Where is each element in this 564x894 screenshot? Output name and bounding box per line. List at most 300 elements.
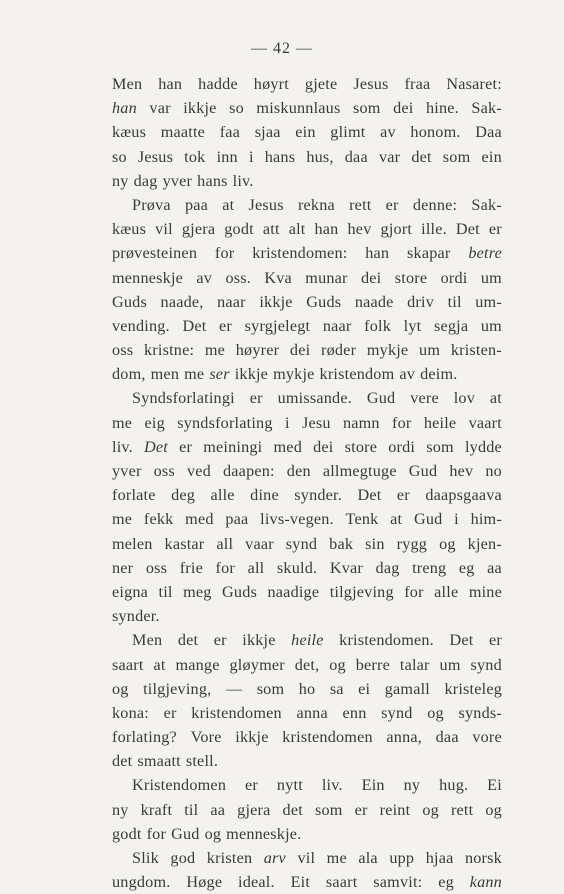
- word: me: [204, 341, 226, 360]
- word: kristeleg: [444, 679, 502, 698]
- word: synd: [381, 703, 413, 722]
- word: hans: [264, 147, 296, 166]
- word: var: [149, 99, 171, 118]
- word: umissande.: [277, 389, 352, 408]
- word: dag: [375, 558, 400, 577]
- word: naade,: [160, 292, 204, 311]
- word: som: [256, 679, 285, 698]
- word: store: [394, 268, 428, 287]
- word: tilgjeving,: [143, 679, 212, 698]
- word: so: [112, 147, 127, 166]
- word: att: [262, 220, 280, 239]
- word: er: [488, 220, 502, 239]
- word: at: [153, 655, 166, 674]
- text-line: [112, 773, 502, 797]
- word: faa: [219, 123, 241, 142]
- word: det: [282, 800, 303, 819]
- word: naade: [354, 292, 394, 311]
- word: Vore: [190, 728, 222, 747]
- word: paa: [225, 510, 249, 529]
- word: honom.: [410, 123, 461, 142]
- word: no: [485, 462, 502, 480]
- word: gjera: [181, 220, 216, 239]
- word: Ei: [487, 776, 502, 795]
- text-line: [112, 459, 502, 483]
- word: berre: [355, 655, 390, 674]
- word: norsk: [464, 849, 502, 867]
- word: Sak-: [471, 99, 502, 118]
- word: syndsforlating: [177, 413, 273, 432]
- word: Jesus: [248, 195, 284, 214]
- word: ideal.: [238, 873, 275, 892]
- word: til: [158, 582, 173, 601]
- word: meiningi: [203, 437, 263, 456]
- word: menneskje.: [226, 824, 302, 843]
- word: ikkje: [183, 99, 217, 118]
- word: ved: [186, 462, 211, 480]
- word: som: [314, 800, 343, 819]
- text-line: [112, 217, 502, 241]
- word: er: [385, 195, 399, 214]
- word: det: [177, 631, 199, 650]
- word: deg: [171, 486, 196, 505]
- emphasized-word: ser: [209, 365, 230, 384]
- word: av: [196, 268, 213, 287]
- word: yver: [162, 171, 193, 190]
- word: tilgjeving: [329, 582, 394, 601]
- word: ordi: [440, 268, 468, 287]
- word: deim.: [420, 365, 458, 384]
- word: oss: [112, 341, 134, 360]
- word: Syndsforlatingi: [132, 389, 235, 408]
- word: til: [447, 292, 462, 311]
- word: av: [380, 123, 396, 142]
- word: kristne:: [144, 341, 195, 360]
- word: godt: [224, 220, 254, 239]
- word: ein: [481, 147, 502, 166]
- word: ho: [298, 679, 316, 698]
- word: eigna: [112, 582, 149, 601]
- word: segja: [433, 316, 469, 335]
- word: synds-: [458, 703, 502, 722]
- text-line: [112, 870, 502, 894]
- word: anna: [296, 703, 328, 722]
- word: Høge: [186, 873, 223, 892]
- word: prøvesteinen: [112, 244, 198, 263]
- word: kristendomen: [282, 728, 373, 747]
- word: denne:: [412, 195, 458, 214]
- word: og: [112, 679, 129, 698]
- word: rett: [349, 195, 372, 214]
- word: gjort: [380, 220, 413, 239]
- text-line: [112, 120, 502, 144]
- word: me: [184, 365, 205, 384]
- word: er: [219, 316, 233, 335]
- word: kæus: [112, 123, 147, 142]
- word: av: [399, 365, 416, 384]
- word: Men: [132, 631, 163, 650]
- word: alle: [434, 582, 459, 601]
- word: miskunnlaus: [256, 99, 341, 118]
- word: og: [439, 534, 456, 553]
- word: er: [179, 437, 193, 456]
- word: store: [344, 437, 378, 456]
- word: um: [439, 655, 461, 674]
- word: daapen:: [223, 462, 275, 480]
- word: namn: [342, 413, 380, 432]
- emphasized-word: betre: [468, 244, 502, 263]
- word: mine: [468, 582, 502, 601]
- word: kastar: [164, 534, 205, 553]
- word: driv: [407, 292, 435, 311]
- text-line: [112, 749, 502, 773]
- word: Jesus: [353, 75, 389, 93]
- word: som: [442, 147, 471, 166]
- text-line: [112, 386, 502, 410]
- word: eg: [458, 558, 475, 577]
- word: ordi: [388, 437, 416, 456]
- word: Gud: [408, 462, 438, 480]
- word: Det: [455, 220, 480, 239]
- text-line: [112, 556, 502, 580]
- word: Gud: [366, 389, 396, 408]
- word: kristendomen.: [339, 631, 434, 650]
- word: naar: [322, 316, 352, 335]
- word: synder.: [112, 607, 160, 626]
- word: all: [216, 534, 234, 553]
- word: inn: [216, 147, 238, 166]
- text-line: [112, 362, 502, 386]
- word: Men: [112, 75, 143, 93]
- word: gamall: [384, 679, 430, 698]
- body-text: [112, 72, 502, 894]
- word: Kristendomen: [132, 776, 227, 795]
- emphasized-word: Det: [144, 437, 168, 456]
- word: hus,: [306, 147, 334, 166]
- text-line: [112, 338, 502, 362]
- word: og: [422, 800, 439, 819]
- word: og: [427, 703, 444, 722]
- word: ille.: [421, 220, 447, 239]
- word: vil: [155, 220, 173, 239]
- word: reint: [379, 800, 411, 819]
- text-line: [112, 241, 502, 265]
- word: ner: [112, 558, 134, 577]
- word: ikkje: [242, 631, 276, 650]
- word: god: [170, 849, 196, 867]
- text-line: [112, 411, 502, 435]
- word: samvit:: [373, 873, 423, 892]
- word: Kva: [264, 268, 292, 287]
- word: Det: [182, 316, 207, 335]
- word: allmegtuge: [322, 462, 397, 480]
- word: den: [286, 462, 311, 480]
- word: Kvar: [329, 558, 363, 577]
- word: frie: [179, 558, 203, 577]
- text-line: [112, 507, 502, 531]
- word: rygg: [396, 534, 428, 553]
- word: som: [352, 99, 381, 118]
- word: for: [214, 244, 235, 263]
- word: fekk: [143, 510, 174, 529]
- word: Gud: [171, 824, 200, 843]
- word: mange: [175, 655, 220, 674]
- word: dag: [133, 171, 158, 190]
- word: me: [326, 849, 347, 867]
- word: Jesus: [137, 147, 174, 166]
- word: vere: [410, 389, 439, 408]
- word: all: [247, 558, 265, 577]
- word: ei: [358, 679, 371, 698]
- word: eg: [438, 873, 454, 892]
- word: Nasaret:: [446, 75, 502, 93]
- word: munar: [305, 268, 348, 287]
- word: i: [454, 510, 459, 529]
- word: at: [222, 195, 235, 214]
- word: um: [480, 268, 502, 287]
- word: mykje: [273, 365, 315, 384]
- word: kristen-: [450, 341, 502, 360]
- word: Guds: [306, 292, 342, 311]
- word: tok: [184, 147, 206, 166]
- word: saart: [112, 655, 144, 674]
- word: sin: [365, 534, 385, 553]
- text-line: [112, 72, 502, 96]
- text-line: [112, 725, 502, 749]
- emphasized-word: kann: [469, 873, 502, 892]
- word: forlate: [112, 486, 156, 505]
- word: hine.: [425, 99, 459, 118]
- word: ikkje: [235, 728, 269, 747]
- word: dei: [313, 437, 334, 456]
- word: dine: [250, 486, 279, 505]
- word: —: [225, 679, 243, 698]
- word: er: [396, 486, 410, 505]
- word: daapsgaava: [425, 486, 502, 505]
- word: oss.: [225, 268, 251, 287]
- text-line: [112, 435, 502, 459]
- word: lydde: [464, 437, 502, 456]
- word: hadde: [198, 75, 238, 93]
- word: hev: [449, 462, 474, 480]
- word: forlating?: [112, 728, 177, 747]
- word: vil: [297, 849, 316, 867]
- word: er: [354, 800, 368, 819]
- word: vore: [472, 728, 502, 747]
- word: hev: [347, 220, 372, 239]
- word: gjera: [237, 800, 271, 819]
- word: ein: [295, 123, 316, 142]
- word: maatte: [160, 123, 206, 142]
- word: for: [215, 558, 236, 577]
- text-line: [112, 266, 502, 290]
- word: alt: [288, 220, 306, 239]
- word: gjete: [304, 75, 338, 93]
- text-line: [112, 846, 502, 870]
- text-line: [112, 290, 502, 314]
- word: Guds: [112, 292, 147, 311]
- word: kraft: [140, 800, 173, 819]
- word: Det: [357, 486, 382, 505]
- word: Det: [449, 631, 474, 650]
- text-line: [112, 798, 502, 822]
- word: dei: [393, 99, 414, 118]
- word: hug.: [439, 776, 469, 795]
- word: for: [404, 582, 424, 601]
- word: til: [184, 800, 199, 819]
- word: ny: [112, 171, 129, 190]
- word: eig: [144, 413, 165, 432]
- word: er: [245, 776, 259, 795]
- word: at: [390, 510, 403, 529]
- word: bak: [329, 534, 354, 553]
- text-line: [112, 532, 502, 556]
- word: ikkje: [234, 365, 269, 384]
- word: yver: [112, 462, 142, 480]
- page-number: — 42 —: [251, 40, 313, 57]
- word: lov: [453, 389, 476, 408]
- word: var: [378, 147, 401, 166]
- word: Slik: [132, 849, 159, 867]
- word: liv.: [232, 171, 254, 190]
- word: han: [158, 75, 183, 93]
- text-line: [112, 483, 502, 507]
- word: rekna: [297, 195, 335, 214]
- word: vaart: [468, 413, 502, 432]
- word: for: [392, 413, 412, 432]
- word: liv.: [112, 437, 133, 456]
- word: høyrt: [253, 75, 289, 93]
- word: Gud: [413, 510, 443, 529]
- word: oss: [153, 462, 175, 480]
- word: enn: [342, 703, 367, 722]
- word: dei: [361, 268, 382, 287]
- word: for: [146, 824, 167, 843]
- word: dom,: [112, 365, 146, 384]
- word: Guds: [222, 582, 258, 601]
- word: synder.: [294, 486, 342, 505]
- word: skuld.: [276, 558, 318, 577]
- word: menneskje: [112, 268, 184, 287]
- word: med: [273, 437, 302, 456]
- word: synd: [285, 534, 318, 553]
- word: stell.: [185, 752, 219, 771]
- text-line: [112, 653, 502, 677]
- word: kjen-: [467, 534, 502, 553]
- text-line: [112, 96, 502, 120]
- word: hans: [197, 171, 228, 190]
- text-line: [112, 314, 502, 338]
- word: naadige: [267, 582, 320, 601]
- word: Jesu: [301, 413, 331, 432]
- word: ny: [112, 800, 129, 819]
- word: ny: [403, 776, 421, 795]
- word: dei: [289, 341, 311, 360]
- word: upp: [389, 849, 415, 867]
- word: er: [163, 703, 177, 722]
- word: rett: [450, 800, 474, 819]
- word: at: [489, 389, 502, 408]
- word: det,: [294, 655, 320, 674]
- word: kristendomen: [191, 703, 282, 722]
- word: med: [185, 510, 214, 529]
- word: aa: [210, 800, 226, 819]
- word: smaatt: [137, 752, 181, 771]
- emphasized-word: arv: [263, 849, 286, 867]
- word: som: [426, 437, 454, 456]
- word: Eit: [290, 873, 311, 892]
- word: meg: [183, 582, 212, 601]
- text-line: [112, 677, 502, 701]
- text-line: [112, 822, 502, 846]
- word: kristendomen:: [252, 244, 348, 263]
- emphasized-word: han: [112, 99, 137, 118]
- word: Prøva: [132, 195, 171, 214]
- word: um: [419, 341, 441, 360]
- word: me: [112, 510, 133, 529]
- word: kristendom: [319, 365, 395, 384]
- word: folk: [364, 316, 391, 335]
- text-line: [112, 701, 502, 725]
- word: kristen: [206, 849, 253, 867]
- word: vending.: [112, 316, 170, 335]
- word: kona:: [112, 703, 149, 722]
- word: naar: [217, 292, 246, 311]
- word: syrgjelegt: [244, 316, 311, 335]
- word: talar: [399, 655, 430, 674]
- word: liv.: [321, 776, 343, 795]
- word: ungdom.: [112, 873, 171, 892]
- word: vaar: [245, 534, 274, 553]
- word: nytt: [276, 776, 303, 795]
- word: skapar: [407, 244, 451, 263]
- word: saart: [325, 873, 358, 892]
- word: han: [365, 244, 390, 263]
- word: hjaa: [425, 849, 454, 867]
- word: det: [112, 752, 133, 771]
- text-line: [112, 193, 502, 217]
- word: han: [314, 220, 339, 239]
- word: ala: [358, 849, 378, 867]
- word: høyrer: [235, 341, 280, 360]
- word: glimt: [330, 123, 366, 142]
- word: sa: [329, 679, 344, 698]
- word: alle: [210, 486, 235, 505]
- word: Sak-: [471, 195, 502, 214]
- word: i: [248, 147, 254, 166]
- word: ikkje: [259, 292, 293, 311]
- word: kæus: [112, 220, 147, 239]
- word: Tenk: [345, 510, 379, 529]
- word: det: [411, 147, 432, 166]
- text-line: [112, 145, 502, 169]
- word: treng: [412, 558, 447, 577]
- emphasized-word: heile: [291, 631, 324, 650]
- text-line: [112, 169, 502, 193]
- word: i: [284, 413, 290, 432]
- word: Ein: [361, 776, 385, 795]
- text-line: [112, 604, 502, 628]
- word: mykje: [366, 341, 409, 360]
- word: er: [249, 389, 263, 408]
- word: synd: [470, 655, 502, 674]
- word: um-: [475, 292, 502, 311]
- word: livs-vegen.: [260, 510, 334, 529]
- word: so: [229, 99, 244, 118]
- word: paa: [184, 195, 209, 214]
- word: oss: [145, 558, 168, 577]
- word: melen: [112, 534, 153, 553]
